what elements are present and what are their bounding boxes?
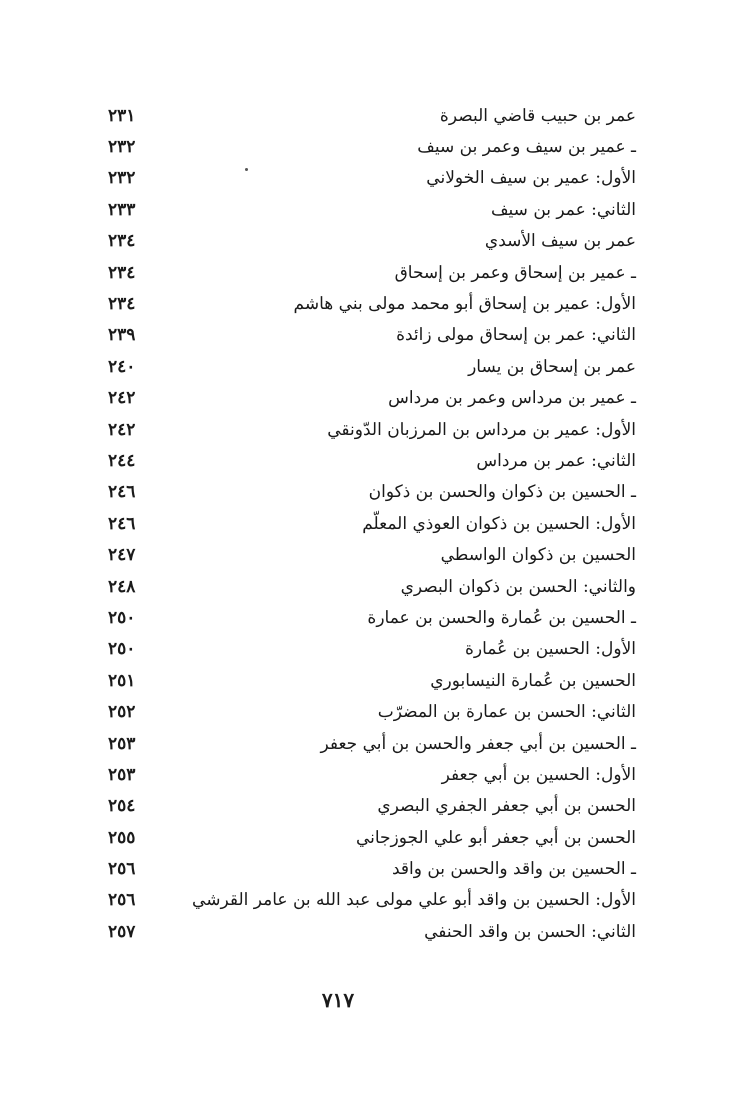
toc-entry-title: الثاني: الحسن بن عمارة بن المضرّب <box>377 702 636 723</box>
toc-entry <box>100 853 636 884</box>
toc-entry <box>100 288 636 319</box>
toc-entry-page: ٢٥٠ <box>108 639 136 660</box>
toc-entry <box>100 383 636 414</box>
toc-entry <box>100 100 636 131</box>
toc-entry <box>100 226 636 257</box>
toc-entry-title: ـ الحسين بن عُمارة والحسن بن عمارة <box>367 607 636 628</box>
toc-entry-page: ٢٣٤ <box>108 262 136 283</box>
toc-entry-title: الأول: الحسين بن أبي جعفر <box>441 764 636 785</box>
toc-entry-title: الحسن بن أبي جعفر أبو علي الجوزجاني <box>355 827 636 848</box>
toc-entry-page: ٢٥٣ <box>108 764 136 785</box>
toc-entry-page: ٢٤٢ <box>108 388 136 409</box>
toc-entry <box>100 477 636 508</box>
toc-entry-title: والثاني: الحسن بن ذكوان البصري <box>400 576 636 597</box>
toc-entry <box>100 131 636 162</box>
toc-entry-page: ٢٤٢ <box>108 419 136 440</box>
toc-entry <box>100 634 636 665</box>
toc-entry-title: الأول: الحسين بن ذكوان العوذي المعلّم <box>362 513 636 534</box>
toc-entry-title: عمر بن حبيب قاضي البصرة <box>439 105 636 126</box>
toc-entry-page: ٢٤٦ <box>108 513 136 534</box>
toc-entry <box>100 916 636 947</box>
toc-entry <box>100 696 636 727</box>
toc-entry-page: ٢٥٦ <box>108 890 136 911</box>
page-number: ٧١٧ <box>321 988 355 1012</box>
toc-entry-page: ٢٥٣ <box>108 733 136 754</box>
toc-entry <box>100 539 636 570</box>
toc-entry-page: ٢٤٦ <box>108 482 136 503</box>
toc-entry <box>100 194 636 225</box>
toc-entry <box>100 728 636 759</box>
toc-entry-title: الأول: عمير بن إسحاق أبو محمد مولى بني هاشم <box>293 294 636 315</box>
toc-entry <box>100 822 636 853</box>
toc-entry-page: ٢٣٢ <box>108 137 136 158</box>
toc-entry-title: ـ عمير بن سيف وعمر بن سيف <box>417 137 636 158</box>
toc-entry-page: ٢٤٤ <box>108 450 136 471</box>
toc-entry-page: ٢٣٣ <box>108 199 136 220</box>
toc-entry <box>100 665 636 696</box>
toc-entry <box>100 257 636 288</box>
toc-entry-title: ـ الحسين بن أبي جعفر والحسن بن أبي جعفر <box>320 733 636 754</box>
toc-entry <box>100 508 636 539</box>
toc-entry-page: ٢٥٦ <box>108 859 136 880</box>
toc-entry <box>100 414 636 445</box>
toc-entry-page: ٢٤٨ <box>108 576 136 597</box>
toc-entry <box>100 602 636 633</box>
toc-entry <box>100 571 636 602</box>
toc-entry-title: الأول: الحسين بن عُمارة <box>465 639 636 660</box>
toc-entry-title: الثاني: عمر بن سيف <box>490 199 636 220</box>
toc-entry-page: ٢٤٧ <box>108 545 136 566</box>
toc-entry-page: ٢٥٠ <box>108 607 136 628</box>
toc-entry <box>100 163 636 194</box>
toc-entry-title: عمر بن سيف الأسدي <box>484 231 636 252</box>
toc-entry-title: عمر بن إسحاق بن يسار <box>468 356 636 377</box>
toc-entry-title: الحسين بن عُمارة النيسابوري <box>430 670 636 691</box>
toc-entry <box>100 791 636 822</box>
toc-entry-page: ٢٤٠ <box>108 356 136 377</box>
toc-entry-title: الحسن بن أبي جعفر الجفري البصري <box>377 796 636 817</box>
toc-entry <box>100 351 636 382</box>
toc-entry-title: ـ الحسين بن واقد والحسن بن واقد <box>391 859 636 880</box>
toc-entry-title: ـ الحسين بن ذكوان والحسن بن ذكوان <box>368 482 636 503</box>
toc-entry-page: ٢٣٤ <box>108 294 136 315</box>
toc-entry-page: ٢٣٢ <box>108 168 136 189</box>
toc-entry-page: ٢٥١ <box>108 670 136 691</box>
toc-entry-page: ٢٥٤ <box>108 796 136 817</box>
toc-entry-page: ٢٥٥ <box>108 827 136 848</box>
toc-entry <box>100 759 636 790</box>
toc-entry-title: الثاني: الحسن بن واقد الحنفي <box>424 921 636 942</box>
toc-entry-title: الأول: عمير بن سيف الخولاني <box>426 168 636 189</box>
toc-entry-page: ٢٣٤ <box>108 231 136 252</box>
toc-entry <box>100 320 636 351</box>
toc-entry-page: ٢٥٢ <box>108 702 136 723</box>
table-of-contents <box>100 100 636 948</box>
toc-entry-page: ٢٣٩ <box>108 325 136 346</box>
toc-entry-title: الأول: الحسين بن واقد أبو علي مولى عبد الله بن عامر القرشي <box>192 890 636 911</box>
toc-entry-title: الأول: عمير بن مرداس بن المرزبان الدّونقي <box>327 419 636 440</box>
toc-entry <box>100 885 636 916</box>
toc-entry-title: الحسين بن ذكوان الواسطي <box>440 545 636 566</box>
toc-entry <box>100 445 636 476</box>
toc-entry-title: ـ عمير بن إسحاق وعمر بن إسحاق <box>394 262 636 283</box>
toc-entry-title: الثاني: عمر بن مرداس <box>476 450 636 471</box>
toc-entry-title: الثاني: عمر بن إسحاق مولى زائدة <box>396 325 636 346</box>
toc-entry-page: ٢٣١ <box>108 105 136 126</box>
toc-entry-title: ـ عمير بن مرداس وعمر بن مرداس <box>388 388 636 409</box>
toc-entry-page: ٢٥٧ <box>108 921 136 942</box>
